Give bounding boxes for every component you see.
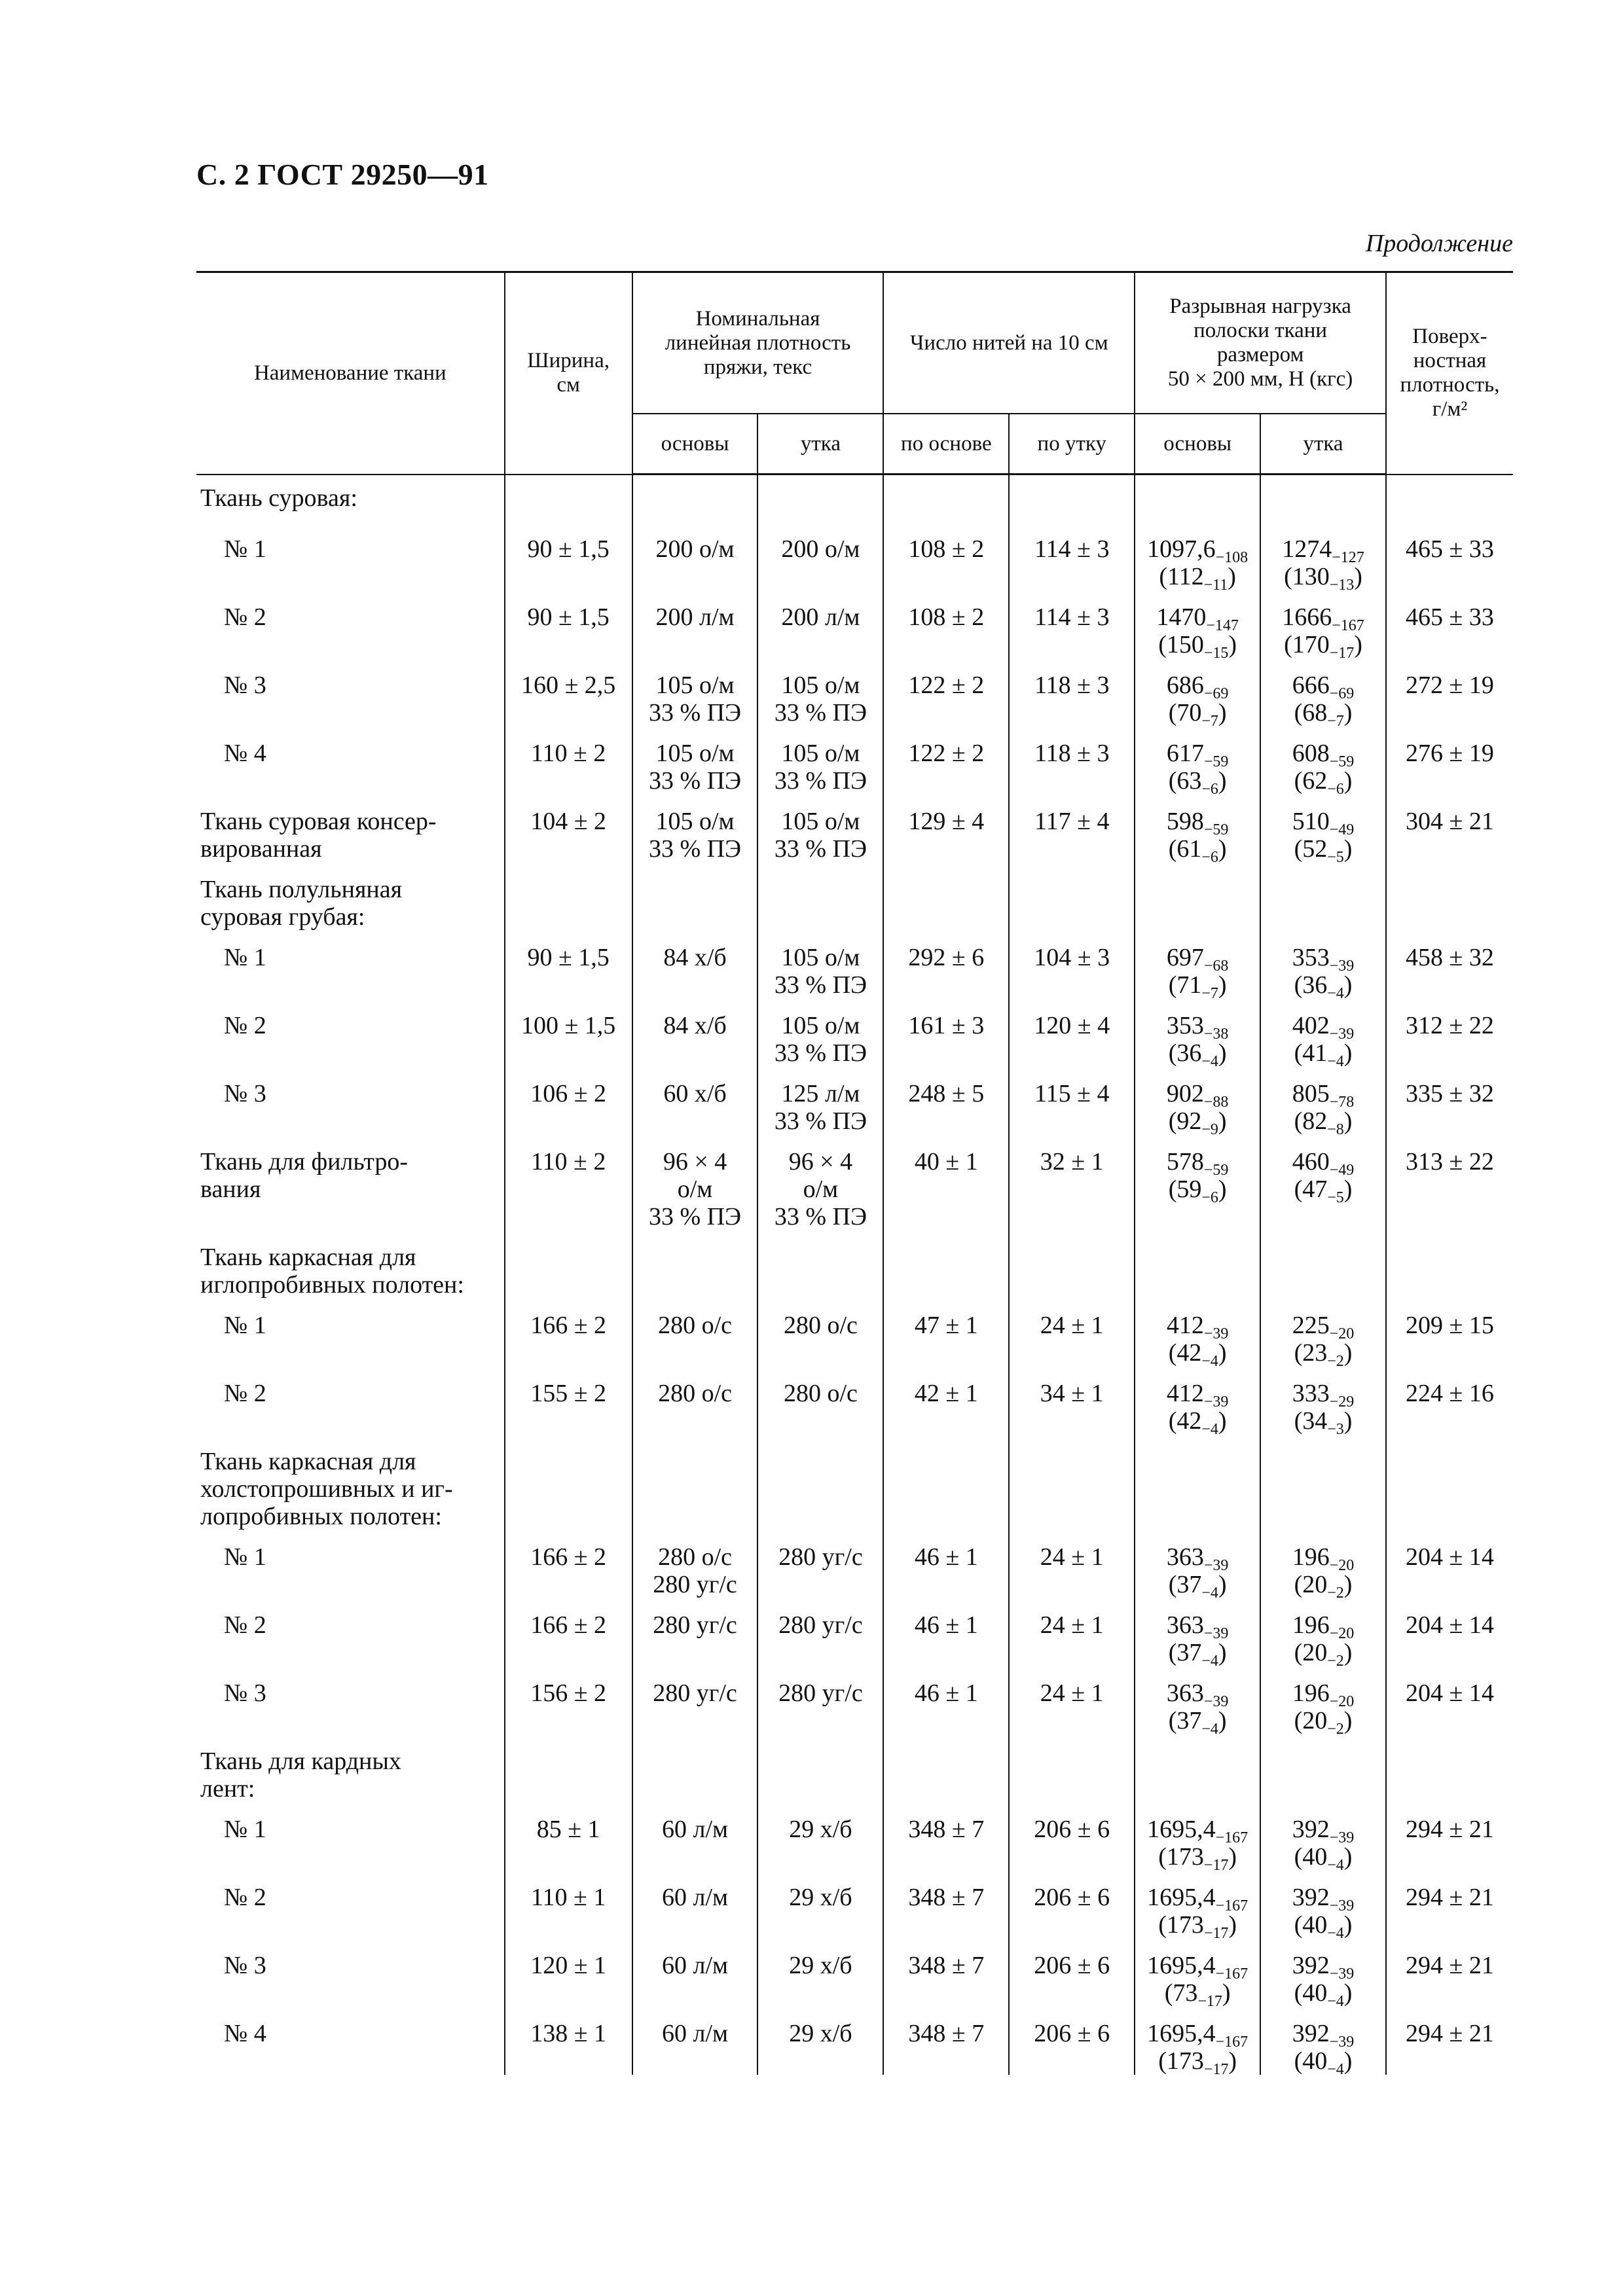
warp-density-cell: 60 л/м (632, 1803, 758, 1871)
weft-density-cell: 200 о/м (757, 522, 883, 590)
weft-density-cell: 29 х/б (757, 2007, 883, 2075)
threads-weft-cell: 104 ± 3 (1009, 931, 1135, 999)
load-weft-cell: $460_{-49}$ $(47_{-5})$ (1260, 1135, 1386, 1230)
warp-density-cell: 96 × 4 о/м 33 % ПЭ (632, 1135, 758, 1230)
threads-weft-cell: 114 ± 3 (1009, 590, 1135, 658)
threads-warp-cell: 292 ± 6 (883, 931, 1009, 999)
fabric-name: № 4 (224, 740, 266, 767)
fabric-name: № 2 (224, 1012, 266, 1039)
weft-density-cell: 29 х/б (757, 1871, 883, 1939)
fabric-name: № 1 (224, 1816, 266, 1843)
surface-density-cell: 465 ± 33 (1386, 522, 1513, 590)
surface-density-cell: 465 ± 33 (1386, 590, 1513, 658)
width-cell: 138 ± 1 (505, 2007, 632, 2075)
warp-density-cell: 280 о/с (632, 1299, 758, 1367)
threads-weft-cell: 118 ± 3 (1009, 658, 1135, 726)
threads-weft-cell: 24 ± 1 (1009, 1299, 1135, 1367)
group-header-row (196, 863, 1513, 931)
load-weft-cell: $333_{-29}$ $(34_{-3})$ (1260, 1367, 1386, 1435)
threads-warp-cell: 348 ± 7 (883, 1803, 1009, 1871)
table-row (196, 726, 1513, 795)
threads-weft-cell: 117 ± 4 (1009, 795, 1135, 863)
table-row (196, 795, 1513, 863)
surface-density-cell: 294 ± 21 (1386, 1803, 1513, 1871)
table-row (196, 1598, 1513, 1666)
weft-density-cell: 105 о/м 33 % ПЭ (757, 658, 883, 726)
load-weft-cell: $196_{-20}$ $(20_{-2})$ (1260, 1530, 1386, 1598)
load-weft-cell: $608_{-59}$ $(62_{-6})$ (1260, 726, 1386, 795)
surface-density-cell: 204 ± 14 (1386, 1666, 1513, 1734)
col-header-surface: Поверх- ностная плотность, г/м² (1386, 272, 1513, 475)
threads-weft-cell: 115 ± 4 (1009, 1067, 1135, 1135)
weft-density-cell: 280 уг/с (757, 1666, 883, 1734)
threads-weft-cell: 24 ± 1 (1009, 1666, 1135, 1734)
fabric-name: Ткань для фильтро- вания (200, 1148, 408, 1203)
threads-warp-cell: 40 ± 1 (883, 1135, 1009, 1230)
table-row (196, 1666, 1513, 1734)
weft-density-cell: 105 о/м 33 % ПЭ (757, 726, 883, 795)
surface-density-cell: 312 ± 22 (1386, 999, 1513, 1067)
group-header-row (196, 1435, 1513, 1530)
width-cell: 155 ± 2 (505, 1367, 632, 1435)
width-cell: 90 ± 1,5 (505, 522, 632, 590)
width-cell: 90 ± 1,5 (505, 931, 632, 999)
surface-density-cell: 224 ± 16 (1386, 1367, 1513, 1435)
load-weft-cell: $510_{-49}$ $(52_{-5})$ (1260, 795, 1386, 863)
width-cell: 120 ± 1 (505, 1939, 632, 2007)
warp-density-cell: 84 х/б (632, 931, 758, 999)
threads-weft-cell: 206 ± 6 (1009, 1803, 1135, 1871)
col-header-load-weft: утка (1260, 414, 1386, 475)
fabric-name: № 1 (224, 1543, 266, 1571)
group-header-row (196, 1230, 1513, 1299)
load-weft-cell: $1274_{-127}$ $(130_{-13})$ (1260, 522, 1386, 590)
table-row (196, 1803, 1513, 1871)
load-weft-cell: $196_{-20}$ $(20_{-2})$ (1260, 1598, 1386, 1666)
fabric-name: № 2 (224, 1611, 266, 1639)
threads-weft-cell: 32 ± 1 (1009, 1135, 1135, 1230)
threads-weft-cell: 206 ± 6 (1009, 2007, 1135, 2075)
threads-warp-cell: 46 ± 1 (883, 1666, 1009, 1734)
load-weft-cell: $666_{-69}$ $(68_{-7})$ (1260, 658, 1386, 726)
col-header-warp: основы (632, 414, 758, 475)
width-cell: 85 ± 1 (505, 1803, 632, 1871)
surface-density-cell: 272 ± 19 (1386, 658, 1513, 726)
load-warp-cell: $363_{-39}$ $(37_{-4})$ (1135, 1666, 1260, 1734)
weft-density-cell: 105 о/м 33 % ПЭ (757, 795, 883, 863)
load-warp-cell: $1695,4_{-167}$ $(73_{-17})$ (1135, 1939, 1260, 2007)
load-warp-cell: $902_{-88}$ $(92_{-9})$ (1135, 1067, 1260, 1135)
surface-density-cell: 209 ± 15 (1386, 1299, 1513, 1367)
load-warp-cell: $578_{-59}$ $(59_{-6})$ (1135, 1135, 1260, 1230)
col-header-by-weft: по утку (1009, 414, 1135, 475)
continuation-label: Продолжение (1365, 230, 1513, 257)
threads-warp-cell: 122 ± 2 (883, 658, 1009, 726)
weft-density-cell: 29 х/б (757, 1939, 883, 2007)
weft-density-cell: 125 л/м 33 % ПЭ (757, 1067, 883, 1135)
warp-density-cell: 200 л/м (632, 590, 758, 658)
surface-density-cell: 294 ± 21 (1386, 1939, 1513, 2007)
table-row (196, 522, 1513, 590)
col-header-load-warp: основы (1135, 414, 1260, 475)
load-warp-cell: $412_{-39}$ $(42_{-4})$ (1135, 1299, 1260, 1367)
width-cell: 166 ± 2 (505, 1598, 632, 1666)
surface-density-cell: 335 ± 32 (1386, 1067, 1513, 1135)
page-header: С. 2 ГОСТ 29250—91 (196, 158, 489, 191)
threads-warp-cell: 348 ± 7 (883, 2007, 1009, 2075)
fabric-name: № 1 (224, 944, 266, 971)
width-cell: 110 ± 2 (505, 726, 632, 795)
fabric-name: № 3 (224, 1080, 266, 1107)
warp-density-cell: 280 о/с 280 уг/с (632, 1530, 758, 1598)
load-warp-cell: $1695,4_{-167}$ $(173_{-17})$ (1135, 1871, 1260, 1939)
threads-warp-cell: 46 ± 1 (883, 1530, 1009, 1598)
fabric-name: № 3 (224, 672, 266, 699)
fabric-name: № 2 (224, 603, 266, 631)
width-cell: 156 ± 2 (505, 1666, 632, 1734)
weft-density-cell: 280 уг/с (757, 1598, 883, 1666)
table-row (196, 590, 1513, 658)
fabric-name: № 2 (224, 1380, 266, 1407)
table-row (196, 2007, 1513, 2075)
threads-weft-cell: 118 ± 3 (1009, 726, 1135, 795)
warp-density-cell: 280 уг/с (632, 1666, 758, 1734)
fabric-name: № 4 (224, 2020, 266, 2047)
load-weft-cell: $225_{-20}$ $(23_{-2})$ (1260, 1299, 1386, 1367)
threads-weft-cell: 206 ± 6 (1009, 1939, 1135, 2007)
load-warp-cell: $1097,6_{-108}$ $(112_{-11})$ (1135, 522, 1260, 590)
threads-warp-cell: 248 ± 5 (883, 1067, 1009, 1135)
load-warp-cell: $412_{-39}$ $(42_{-4})$ (1135, 1367, 1260, 1435)
group-name: Ткань каркасная для иглопробивных полотен: (200, 1244, 464, 1299)
fabric-name: № 3 (224, 1679, 266, 1707)
col-header-density: Номинальная линейная плотность пряжи, текс (632, 272, 884, 414)
fabric-spec-table (196, 271, 1513, 2078)
weft-density-cell: 105 о/м 33 % ПЭ (757, 931, 883, 999)
width-cell: 90 ± 1,5 (505, 590, 632, 658)
width-cell: 166 ± 2 (505, 1299, 632, 1367)
threads-weft-cell: 34 ± 1 (1009, 1367, 1135, 1435)
load-warp-cell: $1470_{-147}$ $(150_{-15})$ (1135, 590, 1260, 658)
load-weft-cell: $196_{-20}$ $(20_{-2})$ (1260, 1666, 1386, 1734)
fabric-name: № 1 (224, 1312, 266, 1339)
load-weft-cell: $392_{-39}$ $(40_{-4})$ (1260, 1939, 1386, 2007)
threads-warp-cell: 348 ± 7 (883, 1939, 1009, 2007)
threads-warp-cell: 46 ± 1 (883, 1598, 1009, 1666)
col-header-name: Наименование ткани (196, 272, 505, 475)
threads-warp-cell: 47 ± 1 (883, 1299, 1009, 1367)
width-cell: 160 ± 2,5 (505, 658, 632, 726)
warp-density-cell: 60 х/б (632, 1067, 758, 1135)
warp-density-cell: 280 уг/с (632, 1598, 758, 1666)
group-name: Ткань для кардных лент: (200, 1748, 401, 1803)
table-row (196, 1067, 1513, 1135)
surface-density-cell: 204 ± 14 (1386, 1530, 1513, 1598)
threads-weft-cell: 24 ± 1 (1009, 1530, 1135, 1598)
table-row (196, 999, 1513, 1067)
threads-warp-cell: 108 ± 2 (883, 590, 1009, 658)
threads-warp-cell: 129 ± 4 (883, 795, 1009, 863)
surface-density-cell: 294 ± 21 (1386, 1871, 1513, 1939)
fabric-name: № 1 (224, 535, 266, 563)
width-cell: 106 ± 2 (505, 1067, 632, 1135)
surface-density-cell: 276 ± 19 (1386, 726, 1513, 795)
col-header-width: Ширина, см (505, 272, 632, 475)
threads-weft-cell: 24 ± 1 (1009, 1598, 1135, 1666)
load-weft-cell: $392_{-39}$ $(40_{-4})$ (1260, 1871, 1386, 1939)
surface-density-cell: 458 ± 32 (1386, 931, 1513, 999)
table-row (196, 1939, 1513, 2007)
threads-warp-cell: 108 ± 2 (883, 522, 1009, 590)
threads-warp-cell: 122 ± 2 (883, 726, 1009, 795)
group-header-row (196, 1734, 1513, 1803)
load-weft-cell: $1666_{-167}$ $(170_{-17})$ (1260, 590, 1386, 658)
weft-density-cell: 105 о/м 33 % ПЭ (757, 999, 883, 1067)
load-warp-cell: $598_{-59}$ $(61_{-6})$ (1135, 795, 1260, 863)
width-cell: 166 ± 2 (505, 1530, 632, 1598)
col-header-by-warp: по основе (883, 414, 1009, 475)
weft-density-cell: 280 о/с (757, 1367, 883, 1435)
threads-weft-cell: 114 ± 3 (1009, 522, 1135, 590)
warp-density-cell: 105 о/м 33 % ПЭ (632, 658, 758, 726)
table-row (196, 1871, 1513, 1939)
fabric-name: Ткань суровая консер- вированная (200, 808, 437, 863)
load-warp-cell: $1695,4_{-167}$ $(173_{-17})$ (1135, 2007, 1260, 2075)
load-weft-cell: $392_{-39}$ $(40_{-4})$ (1260, 2007, 1386, 2075)
threads-weft-cell: 206 ± 6 (1009, 1871, 1135, 1939)
group-name: Ткань каркасная для холстопрошивных и иг- лопробивных полотен: (200, 1448, 453, 1530)
surface-density-cell: 204 ± 14 (1386, 1598, 1513, 1666)
table-row (196, 1530, 1513, 1598)
surface-density-cell: 294 ± 21 (1386, 2007, 1513, 2075)
table-row (196, 1135, 1513, 1230)
warp-density-cell: 60 л/м (632, 2007, 758, 2075)
table-row (196, 931, 1513, 999)
load-warp-cell: $697_{-68}$ $(71_{-7})$ (1135, 931, 1260, 999)
col-header-weft: утка (757, 414, 883, 475)
load-weft-cell: $805_{-78}$ $(82_{-8})$ (1260, 1067, 1386, 1135)
surface-density-cell: 313 ± 22 (1386, 1135, 1513, 1230)
load-warp-cell: $363_{-39}$ $(37_{-4})$ (1135, 1530, 1260, 1598)
load-weft-cell: $392_{-39}$ $(40_{-4})$ (1260, 1803, 1386, 1871)
surface-density-cell: 304 ± 21 (1386, 795, 1513, 863)
warp-density-cell: 280 о/с (632, 1367, 758, 1435)
warp-density-cell: 60 л/м (632, 1871, 758, 1939)
group-name: Ткань полульняная суровая грубая: (200, 876, 403, 931)
width-cell: 110 ± 2 (505, 1135, 632, 1230)
weft-density-cell: 96 × 4 о/м 33 % ПЭ (757, 1135, 883, 1230)
width-cell: 104 ± 2 (505, 795, 632, 863)
width-cell: 110 ± 1 (505, 1871, 632, 1939)
load-warp-cell: $686_{-69}$ $(70_{-7})$ (1135, 658, 1260, 726)
threads-warp-cell: 348 ± 7 (883, 1871, 1009, 1939)
group-header-row (196, 475, 1513, 523)
weft-density-cell: 200 л/м (757, 590, 883, 658)
warp-density-cell: 105 о/м 33 % ПЭ (632, 795, 758, 863)
group-name: Ткань суровая: (200, 484, 357, 512)
warp-density-cell: 105 о/м 33 % ПЭ (632, 726, 758, 795)
table-row (196, 1299, 1513, 1367)
warp-density-cell: 60 л/м (632, 1939, 758, 2007)
weft-density-cell: 29 х/б (757, 1803, 883, 1871)
load-weft-cell: $402_{-39}$ $(41_{-4})$ (1260, 999, 1386, 1067)
load-weft-cell: $353_{-39}$ $(36_{-4})$ (1260, 931, 1386, 999)
load-warp-cell: $617_{-59}$ $(63_{-6})$ (1135, 726, 1260, 795)
load-warp-cell: $363_{-39}$ $(37_{-4})$ (1135, 1598, 1260, 1666)
warp-density-cell: 84 х/б (632, 999, 758, 1067)
fabric-name: № 2 (224, 1884, 266, 1911)
table-row (196, 658, 1513, 726)
fabric-name: № 3 (224, 1952, 266, 1979)
threads-warp-cell: 161 ± 3 (883, 999, 1009, 1067)
threads-warp-cell: 42 ± 1 (883, 1367, 1009, 1435)
width-cell: 100 ± 1,5 (505, 999, 632, 1067)
table-row (196, 1367, 1513, 1435)
col-header-threads: Число нитей на 10 см (883, 272, 1135, 414)
threads-weft-cell: 120 ± 4 (1009, 999, 1135, 1067)
weft-density-cell: 280 уг/с (757, 1530, 883, 1598)
weft-density-cell: 280 о/с (757, 1299, 883, 1367)
load-warp-cell: $353_{-38}$ $(36_{-4})$ (1135, 999, 1260, 1067)
col-header-load: Разрывная нагрузка полоски ткани размером 50 × 200 мм, Н (кгс) (1135, 272, 1386, 414)
warp-density-cell: 200 о/м (632, 522, 758, 590)
load-warp-cell: $1695,4_{-167}$ $(173_{-17})$ (1135, 1803, 1260, 1871)
